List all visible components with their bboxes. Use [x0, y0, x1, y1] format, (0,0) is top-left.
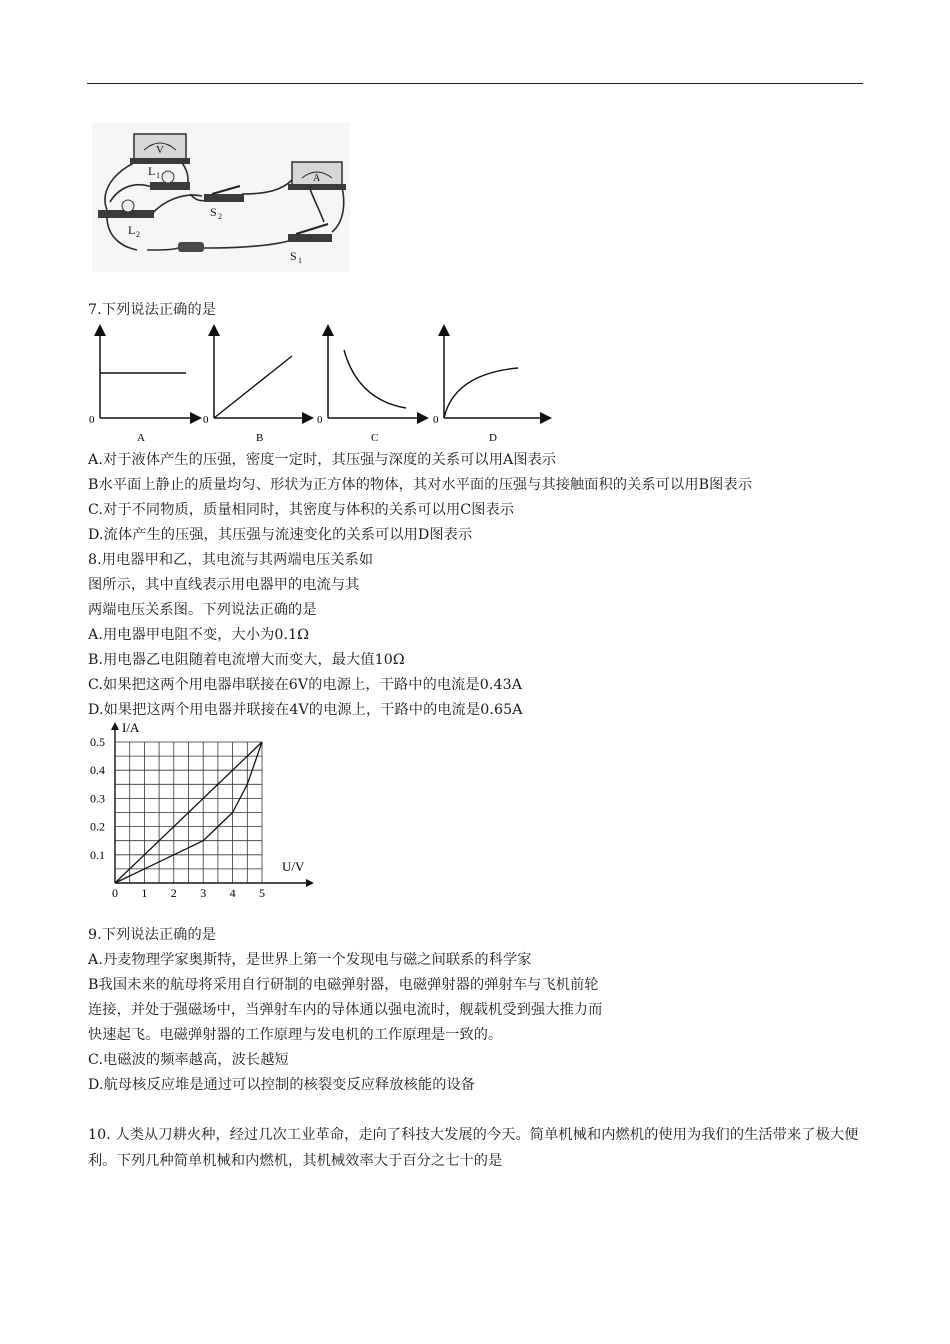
- q10-text: 10. 人类从刀耕火种，经过几次工业革命，走向了科技大发展的今天。简单机械和内燃机的使用为我们的生活带来了极大便利。下列几种简单机械和内燃机，其机械效率大于百分之七十的是: [88, 1127, 859, 1169]
- ammeter-icon: [288, 162, 346, 190]
- graph-a-letter: A: [137, 432, 145, 444]
- l2-subscript: 2: [136, 230, 140, 239]
- graph-c-origin: 0: [317, 414, 323, 426]
- x-tick-label: 0: [112, 886, 118, 900]
- q8-stem-line-1: 8.用电器甲和乙，其电流与其两端电压关系如: [88, 552, 374, 568]
- q9-option-b-line-1: B我国未来的航母将采用自行研制的电磁弹射器，电磁弹射器的弹射车与飞机前轮: [88, 977, 599, 993]
- l2-label: L: [128, 223, 136, 237]
- q8-stem-line-3: 两端电压关系图。下列说法正确的是: [88, 602, 317, 618]
- y-tick-label: 0.3: [90, 791, 105, 806]
- y-axis-label: I/A: [122, 720, 140, 735]
- graph-d-letter: D: [489, 432, 497, 444]
- q9-option-d: D.航母核反应堆是通过可以控制的核裂变反应释放核能的设备: [88, 1077, 476, 1093]
- voltmeter-icon: [130, 134, 190, 164]
- graph-c: [317, 330, 423, 444]
- graph-a-origin: 0: [89, 414, 95, 426]
- battery-icon: [178, 242, 204, 252]
- s1-label: S: [290, 249, 297, 263]
- graph-b: [203, 330, 308, 444]
- graph-c-letter: C: [371, 432, 379, 444]
- iv-chart: [86, 718, 326, 900]
- graph-d-origin: 0: [433, 414, 439, 426]
- q7-graphs: [88, 320, 558, 448]
- l1-label: L: [148, 164, 156, 178]
- x-tick-label: 3: [200, 886, 207, 900]
- y-tick-label: 0.2: [90, 819, 105, 834]
- graph-b-letter: B: [256, 432, 264, 444]
- graph-d: [433, 330, 546, 444]
- x-axis-arrow: [306, 879, 314, 887]
- q8-option-b: B.用电器乙电阻随着电流增大而变大，最大值10Ω: [88, 652, 405, 668]
- x-tick-label: 2: [170, 886, 177, 900]
- chart-ticks: [90, 735, 265, 900]
- y-tick-label: 0.4: [90, 763, 105, 778]
- s2-subscript: 2: [218, 212, 222, 221]
- y-axis-arrow: [111, 722, 119, 730]
- q8-option-c: C.如果把这两个用电器串联接在6V的电源上，干路中的电流是0.43A: [88, 677, 523, 693]
- header-rule: [87, 83, 863, 84]
- q8-stem-line-2: 图所示，其中直线表示用电器甲的电流与其: [88, 577, 360, 593]
- q7-option-a: A.对于液体产生的压强，密度一定时，其压强与深度的关系可以用A图表示: [88, 452, 557, 468]
- q7-option-b: B水平面上静止的质量均匀、形状为正方体的物体，其对水平面的压强与其接触面积的关系可以用B图表示: [88, 477, 752, 493]
- y-tick-label: 0.1: [90, 847, 105, 862]
- q9-option-b-line-2: 连接，并处于强磁场中，当弹射车内的导体通以强电流时，舰载机受到强大推力而: [88, 1002, 603, 1018]
- x-tick-label: 5: [259, 886, 265, 900]
- q8-option-d: D.如果把这两个用电器并联接在4V的电源上，干路中的电流是0.65A: [88, 702, 523, 718]
- q9-stem: 9.下列说法正确的是: [88, 927, 217, 943]
- s1-subscript: 1: [298, 256, 302, 265]
- graph-b-origin: 0: [203, 414, 209, 426]
- s2-label: S: [210, 205, 217, 219]
- q9-option-a: A.丹麦物理学家奥斯特，是世界上第一个发现电与磁之间联系的科学家: [88, 952, 532, 968]
- voltmeter-label: V: [156, 144, 164, 156]
- l1-subscript: 1: [156, 171, 160, 180]
- x-tick-label: 1: [141, 886, 148, 900]
- q8-option-a: A.用电器甲电阻不变，大小为0.1Ω: [88, 627, 310, 643]
- x-tick-label: 4: [229, 886, 236, 900]
- q7-stem: 7.下列说法正确的是: [88, 302, 217, 318]
- graph-a: [89, 330, 196, 444]
- x-axis-label: U/V: [282, 859, 305, 874]
- q9-option-c: C.电磁波的频率越高，波长越短: [88, 1052, 289, 1068]
- ammeter-label: A: [313, 173, 321, 184]
- circuit-diagram: [92, 122, 350, 272]
- q9-option-b-line-3: 快速起飞。电磁弹射器的工作原理与发电机的工作原理是一致的。: [88, 1027, 503, 1043]
- q7-option-c: C.对于不同物质，质量相同时，其密度与体积的关系可以用C图表示: [88, 502, 515, 518]
- q7-option-d: D.流体产生的压强，其压强与流速变化的关系可以用D图表示: [88, 527, 473, 543]
- y-tick-label: 0.5: [90, 735, 105, 749]
